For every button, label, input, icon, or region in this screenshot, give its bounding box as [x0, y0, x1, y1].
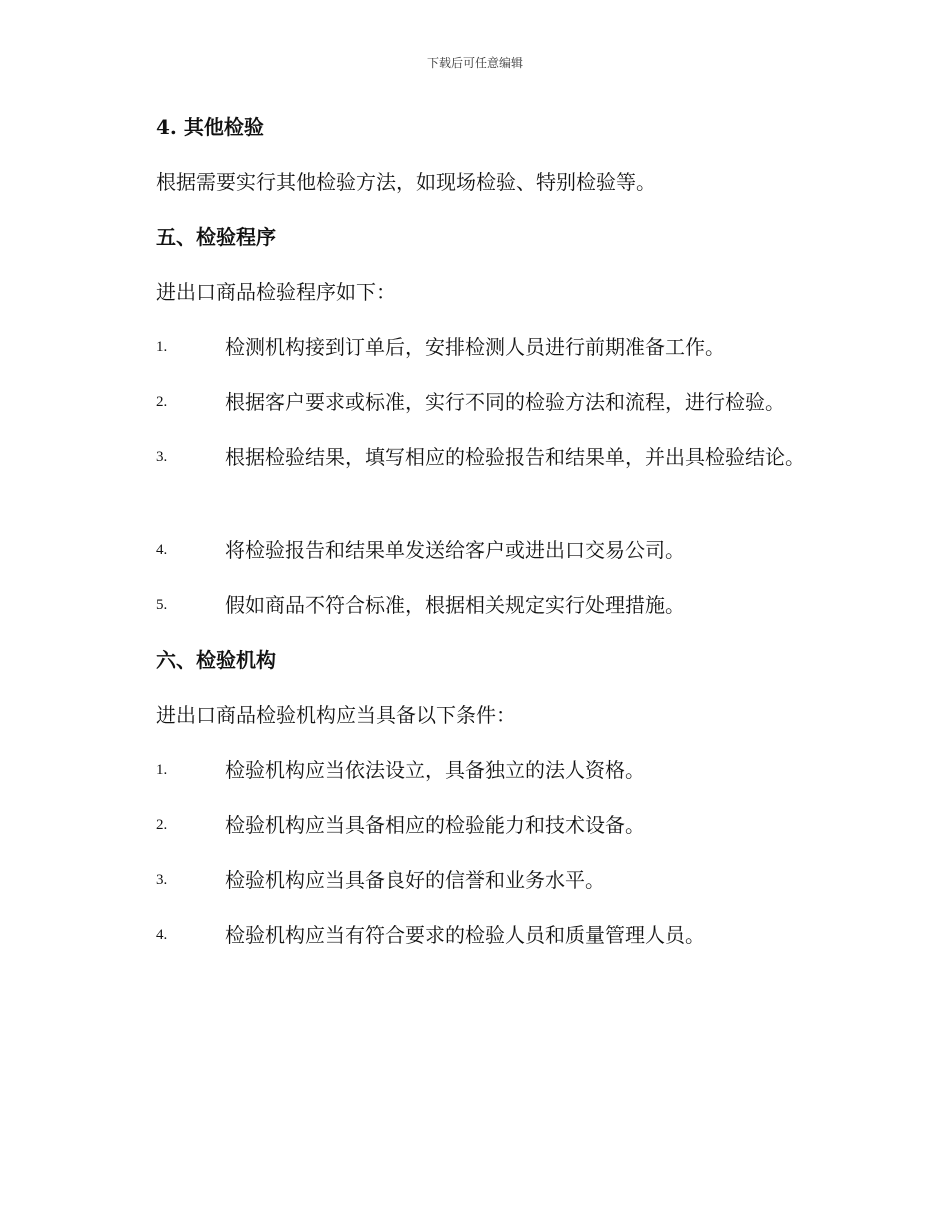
list-item-number: 5. [156, 597, 168, 613]
list-item [113, 586, 833, 624]
list-item-text: 检验机构应当具备良好的信誉和业务水平。 [225, 868, 605, 892]
section-4-heading: 4. 其他检验 [156, 115, 264, 139]
list-item-number: 1. [156, 762, 168, 778]
list-item [113, 328, 833, 366]
list-item-text: 检验机构应当有符合要求的检验人员和质量管理人员。 [225, 923, 705, 947]
list-item-text: 根据检验结果，填写相应的检验报告和结果单，并出具检验结论。 [225, 445, 805, 469]
list-item-text: 将检验报告和结果单发送给客户或进出口交易公司。 [225, 538, 685, 562]
list-item [113, 861, 833, 899]
list-item [113, 751, 833, 789]
document-body [113, 108, 833, 971]
list-item-text: 检验机构应当具备相应的检验能力和技术设备。 [225, 813, 645, 837]
list-item [113, 531, 833, 569]
list-item-number: 1. [156, 339, 168, 355]
list-item-number: 4. [156, 927, 168, 943]
section-5-intro: 进出口商品检验程序如下： [156, 280, 396, 304]
section-6-intro: 进出口商品检验机构应当具备以下条件： [156, 703, 516, 727]
list-item-number: 3. [156, 449, 168, 465]
list-item [113, 383, 833, 421]
list-item-number: 4. [156, 542, 168, 558]
list-item-text: 检测机构接到订单后，安排检测人员进行前期准备工作。 [225, 335, 725, 359]
list-item [113, 806, 833, 844]
section-4-text: 根据需要实行其他检验方法，如现场检验、特别检验等。 [156, 170, 656, 194]
list-item-text: 检验机构应当依法设立，具备独立的法人资格。 [225, 758, 645, 782]
list-item-number: 2. [156, 817, 168, 833]
section-5-heading: 五、检验程序 [156, 225, 276, 249]
list-item-number: 2. [156, 394, 168, 410]
list-item-number: 3. [156, 872, 168, 888]
section-6-heading: 六、检验机构 [156, 648, 276, 672]
list-item-text: 假如商品不符合标准，根据相关规定实行处理措施。 [225, 593, 685, 617]
list-item [113, 438, 833, 514]
list-item [113, 916, 833, 954]
list-item-text: 根据客户要求或标准，实行不同的检验方法和流程，进行检验。 [225, 390, 785, 414]
header-note: 下载后可任意编辑 [426, 56, 523, 70]
